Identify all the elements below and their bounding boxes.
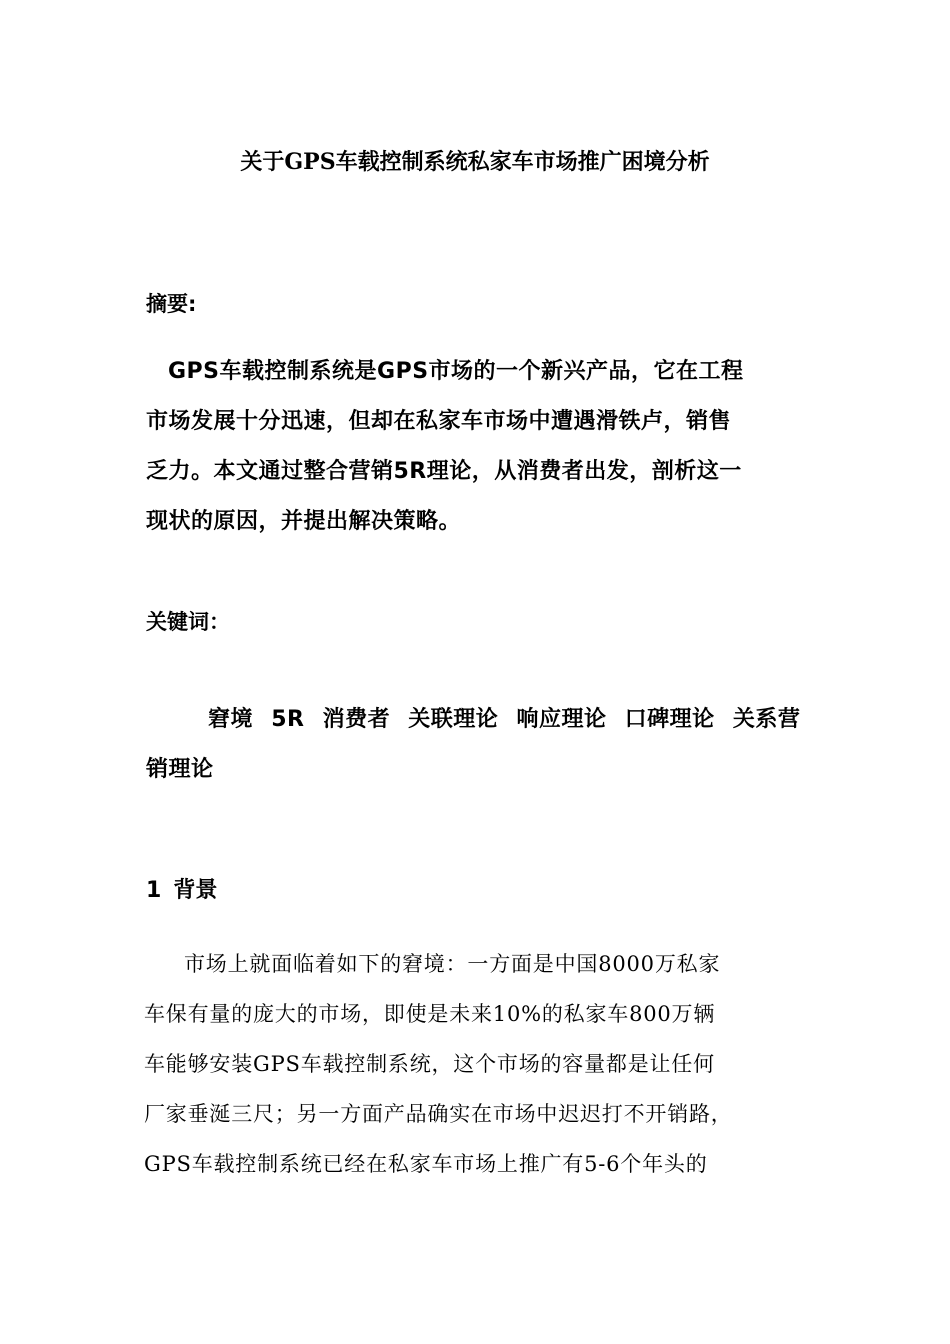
keyword: 窘境 — [208, 707, 254, 732]
paragraph-line: 车保有量的庞大的市场，即使是未来10%的私家车800万辆 — [144, 1002, 716, 1026]
paragraph-line: GPS车载控制系统已经在私家车市场上推广有5-6个年头的 — [144, 1152, 708, 1176]
keywords-list — [146, 695, 811, 795]
section-body — [144, 939, 834, 1189]
keyword: 消费者 — [322, 707, 391, 732]
keyword: 口碑理论 — [624, 707, 715, 732]
keywords-line — [146, 695, 811, 745]
paragraph-line: 厂家垂涎三尺；另一方面产品确实在市场中迟迟打不开销路， — [144, 1102, 733, 1126]
paragraph-line: 车能够安装GPS车载控制系统，这个市场的容量都是让任何 — [144, 1052, 715, 1076]
abstract-line: 现状的原因，并提出解决策略。 — [146, 509, 462, 534]
section-title: 背景 — [173, 878, 218, 903]
keywords-label: 关键词： — [146, 610, 230, 634]
abstract-line: 市场发展十分迅速，但却在私家车市场中遭遇滑铁卢，销售 — [146, 409, 732, 434]
keyword: 关联理论 — [408, 707, 499, 732]
document-title: 关于GPS车载控制系统私家车市场推广困境分析 — [240, 149, 710, 175]
keyword: 关系营 — [732, 707, 801, 732]
abstract-label: 摘要: — [146, 292, 197, 316]
keyword: 响应理论 — [516, 707, 607, 732]
paragraph-line: 市场上就面临着如下的窘境：一方面是中国8000万私家 — [184, 952, 721, 976]
keyword: 5R — [271, 707, 305, 732]
section-number: 1 — [146, 878, 162, 903]
abstract-body — [146, 347, 811, 547]
keywords-line: 销理论 — [146, 757, 214, 782]
abstract-line: 乏力。本文通过整合营销5R理论，从消费者出发，剖析这一 — [146, 459, 742, 484]
section-heading — [146, 875, 217, 907]
abstract-line: GPS车载控制系统是GPS市场的一个新兴产品，它在工程 — [168, 359, 744, 384]
